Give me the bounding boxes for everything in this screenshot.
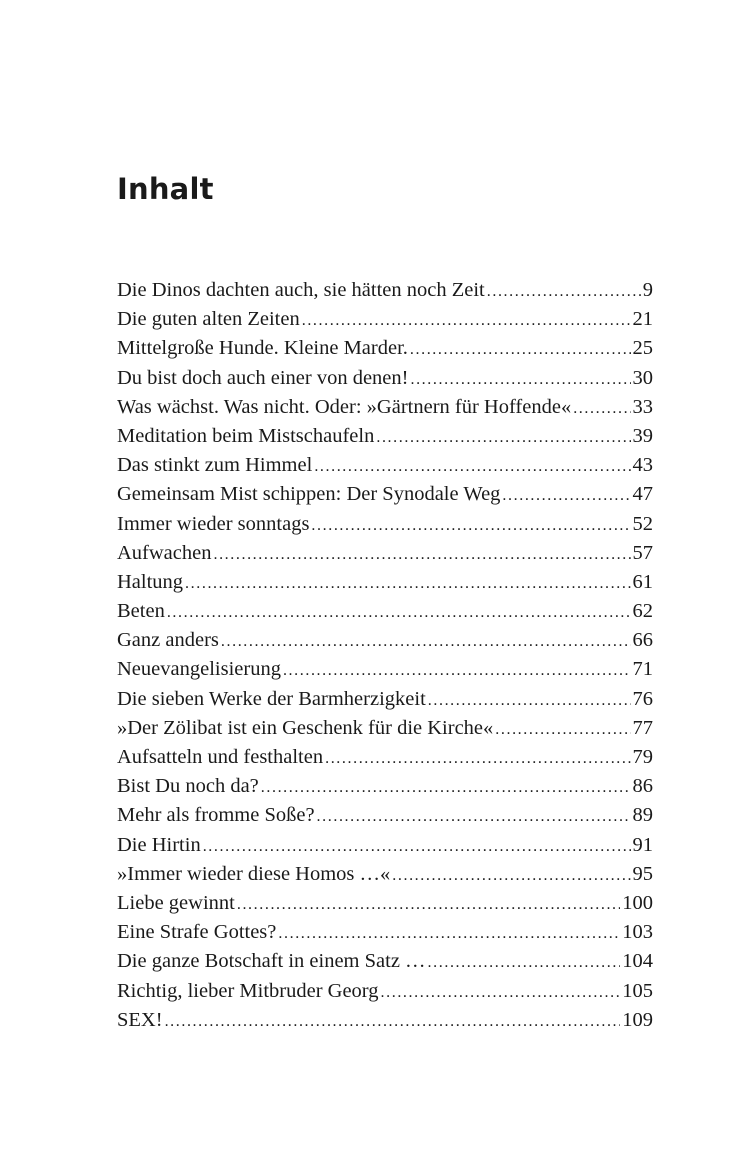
toc-dot-leader [502,481,630,510]
toc-entry-title: Du bist doch auch einer von denen! [117,366,409,389]
toc-dot-leader [311,511,630,540]
toc-dot-leader [302,306,631,335]
toc-entry-title: Beten [117,600,165,623]
toc-entry-title: SEX! [117,1008,163,1031]
toc-page-number: 105 [622,979,653,1002]
toc-entry-title: »Immer wieder diese Homos …« [117,862,391,885]
toc-dot-leader [428,948,621,977]
toc-page-number: 47 [632,483,653,506]
toc-entry [117,772,653,801]
toc-page-number: 71 [632,658,653,681]
toc-page-number: 95 [632,862,653,885]
toc-entry [117,393,653,422]
toc-dot-leader [314,452,630,481]
toc-dot-leader [325,744,630,773]
toc-entry [117,743,653,772]
toc-entry-title: Was wächst. Was nicht. Oder: »Gärtnern für Hoffende« [117,395,572,418]
toc-entry-title: Meditation beim Mistschaufeln [117,424,375,447]
toc-entry-title: Haltung [117,570,184,593]
toc-entry-title: Liebe gewinnt [117,891,235,914]
toc-dot-leader [185,569,630,598]
toc-entry-title: Aufsatteln und festhalten [117,746,324,768]
toc-entry [117,947,653,976]
toc-dot-leader [392,861,630,890]
toc-entry [117,422,653,451]
toc-page-number: 79 [632,746,653,768]
toc-entry-title: Die sieben Werke der Barmherzigkeit [117,687,426,710]
toc-entry-title: Eine Strafe Gottes? [117,921,277,944]
toc-entry [117,276,653,305]
toc-page-number: 76 [632,687,653,710]
toc-entry-title: Die Hirtin [117,833,201,856]
toc-entry [117,918,653,947]
toc-dot-leader [203,832,631,861]
toc-entry [117,480,653,509]
toc-dot-leader [213,540,630,569]
toc-entry-title: Neuevangelisierung [117,658,281,681]
toc-page-number: 43 [632,454,653,477]
toc-entry [117,364,653,393]
toc-page-number: 9 [642,279,653,301]
toc-dot-leader [410,335,631,364]
toc-page-number: 25 [632,337,653,360]
toc-dot-leader [221,627,631,656]
toc-entry-title: »Der Zölibat ist ein Geschenk für die Kirche« [117,716,494,739]
toc-entry [117,451,653,480]
toc-page-number: 33 [632,395,653,418]
toc-page-number: 21 [632,308,653,331]
toc-dot-leader [487,277,641,306]
toc-page-number: 66 [632,629,653,652]
toc-entry-title: Immer wieder sonntags [117,512,310,535]
toc-entry [117,1006,653,1035]
toc-entry [117,568,653,597]
toc-dot-leader [261,773,631,802]
toc-entry [117,655,653,684]
toc-dot-leader [495,715,630,744]
toc-page-number: 52 [632,512,653,535]
toc-entry [117,714,653,743]
toc-dot-leader [278,919,620,948]
toc-entry-title: Aufwachen [117,541,212,564]
toc-dot-leader [165,1007,621,1036]
toc-dot-leader [317,802,631,831]
toc-page-number: 100 [622,891,653,914]
toc-entry-title: Richtig, lieber Mitbruder Georg [117,979,379,1002]
toc-entry [117,510,653,539]
toc-page-number: 30 [632,366,653,389]
toc-entry [117,539,653,568]
toc-page-number: 89 [632,804,653,827]
toc-page-number: 91 [632,833,653,856]
table-of-contents [117,276,653,1035]
toc-entry-title: Das stinkt zum Himmel [117,454,313,477]
toc-entry [117,597,653,626]
toc-page-number: 77 [632,716,653,739]
toc-entry-title: Die guten alten Zeiten [117,308,300,331]
toc-page-number: 62 [632,600,653,623]
toc-dot-leader [573,394,630,423]
toc-entry [117,889,653,918]
page-title: Inhalt [117,172,214,206]
toc-page-number: 39 [632,424,653,447]
toc-dot-leader [410,365,630,394]
toc-dot-leader [167,598,631,627]
toc-dot-leader [237,890,620,919]
toc-entry-title: Mehr als fromme Soße? [117,804,315,827]
toc-entry-title: Die ganze Botschaft in einem Satz … [117,950,426,973]
toc-entry [117,334,653,363]
toc-page-number: 86 [632,775,653,798]
toc-dot-leader [428,686,631,715]
toc-page-number: 109 [622,1008,653,1031]
toc-page-number: 103 [622,921,653,944]
toc-entry [117,305,653,334]
toc-entry-title: Bist Du noch da? [117,775,259,798]
toc-entry-title: Die Dinos dachten auch, sie hätten noch Zeit [117,279,485,301]
toc-dot-leader [381,978,621,1007]
toc-entry [117,626,653,655]
toc-entry-title: Ganz anders [117,629,219,652]
toc-page-number: 61 [632,570,653,593]
toc-entry [117,860,653,889]
toc-entry [117,977,653,1006]
toc-entry-title: Mittelgroße Hunde. Kleine Marder. [117,337,408,360]
toc-dot-leader [376,423,630,452]
toc-entry-title: Gemeinsam Mist schippen: Der Synodale Weg [117,483,501,506]
toc-entry [117,685,653,714]
toc-entry [117,801,653,830]
toc-entry [117,831,653,860]
toc-dot-leader [283,656,631,685]
toc-page-number: 104 [622,950,653,973]
toc-page-number: 57 [632,541,653,564]
